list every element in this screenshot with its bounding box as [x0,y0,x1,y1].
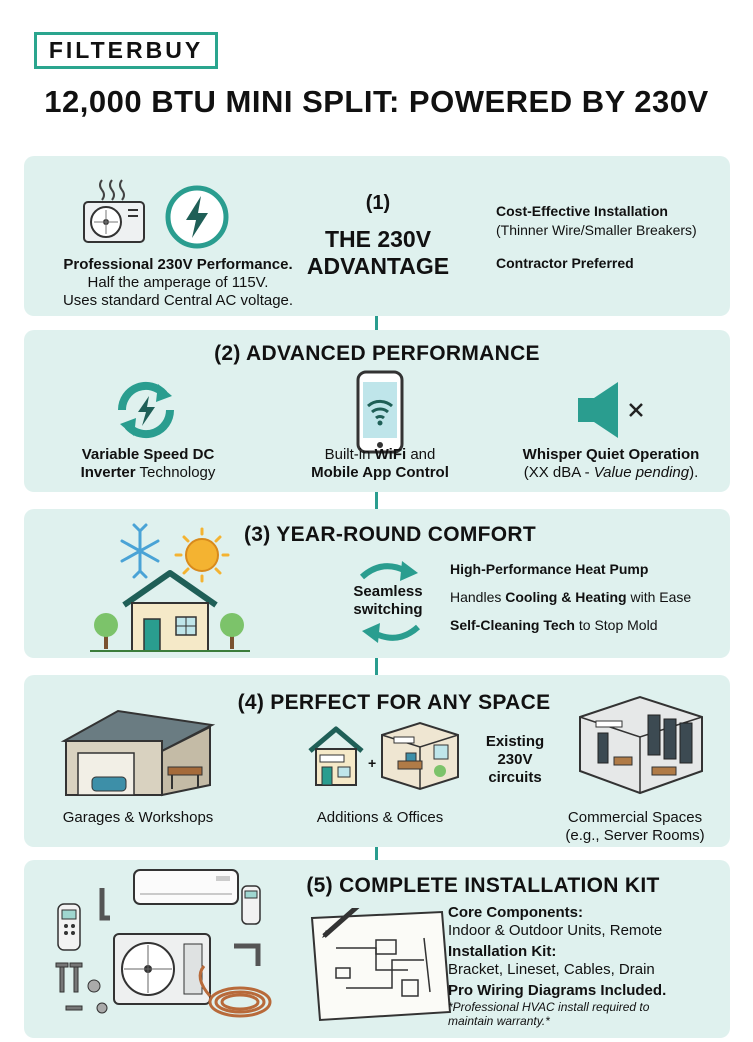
note-line: *Professional HVAC install required to [448,1000,650,1014]
feature-line: Variable Speed DC [81,446,215,463]
section-title: (4) PERFECT FOR ANY SPACE [237,691,551,714]
feature-line: Whisper Quiet Operation [522,446,700,463]
section-advanced-performance [24,330,730,492]
section-installation-kit [24,860,730,1038]
existing-circuits-label [472,733,558,787]
plus-sign: + [368,755,377,771]
kit-list [448,904,730,1028]
feature-rest: Technology [135,464,216,481]
feature-wifi [280,446,480,482]
garages-label: Garages & Workshops [62,809,214,826]
house-weather-icon [80,521,256,655]
feature-line [48,464,248,482]
commercial-sub: (e.g., Server Rooms) [565,827,705,844]
self-cleaning-line [450,617,730,634]
cost-sub: (Thinner Wire/Smaller Breakers) [496,222,697,238]
page-title: 12,000 BTU MINI SPLIT: POWERED BY 230V [44,84,709,119]
amperage-text: Half the amperage of 115V. [87,274,269,291]
voltage-text: Uses standard Central AC voltage. [62,292,294,309]
wiring-diagram-icon [306,908,456,1024]
section-year-round-comfort [24,509,730,658]
feature-rest: and [406,446,436,463]
circuits-line: 230V [497,751,533,768]
indoor-unit-icon [134,870,238,904]
section-title [280,226,476,280]
line-bold: Self-Cleaning Tech [450,617,575,633]
line-bold: Cooling & Heating [505,589,627,605]
feature-plain: Built-in [324,446,375,463]
outdoor-unit-icon [78,176,150,248]
section-title: (2) ADVANCED PERFORMANCE [214,342,540,365]
screws-icon [56,963,107,1013]
line-plain: Handles [450,589,506,605]
section-title: (5) COMPLETE INSTALLATION KIT [306,874,660,897]
smartphone-wifi-icon [354,370,406,454]
switching-label [324,583,452,619]
section-any-space [24,675,730,847]
feature-line [280,446,480,464]
garage-icon [58,705,218,797]
circuits-line: circuits [488,769,542,786]
section-number: (1) [365,192,391,214]
warranty-note [448,1000,730,1028]
feature-inverter [48,446,248,482]
circuits-line: Existing [485,733,545,750]
addition-office-icon [378,721,460,791]
commercial-title: Commercial Spaces [567,809,703,826]
note-line: maintain warranty.* [448,1014,550,1028]
feature-bold: WiFi [374,446,407,463]
feature-line: Mobile App Control [311,464,449,481]
install-kit-illustration [44,866,284,1034]
feature-plain: (XX dBA - [523,464,594,481]
feature-quiet [496,446,726,482]
commercial-label [540,809,730,845]
switch-line: switching [353,601,423,618]
sun-icon [176,529,228,581]
section-title: (3) YEAR-ROUND COMFORT [243,523,537,546]
title-line: ADVANTAGE [306,253,450,279]
feature-line [496,464,726,482]
filterbuy-logo: FILTERBUY [34,32,218,69]
heat-pump-line: High-Performance Heat Pump [450,561,649,577]
snowflake-icon [122,525,158,577]
section-230v-advantage [24,156,730,316]
wiring-heading: Pro Wiring Diagrams Included. [448,982,667,999]
kit-heading: Installation Kit: [448,943,557,960]
additions-label: Additions & Offices [316,809,444,826]
house-addition-icon [306,725,366,787]
performance-heading: Professional 230V Performance. [63,256,293,273]
cost-heading: Cost-Effective Installation [496,203,668,219]
line-plain: with Ease [626,589,692,605]
contractor-heading: Contractor Preferred [496,255,634,271]
kit-items: Bracket, Lineset, Cables, Drain [448,961,655,978]
feature-rest: ). [689,464,699,481]
core-items: Indoor & Outdoor Units, Remote [448,922,663,939]
core-heading: Core Components: [448,904,583,921]
outdoor-unit-icon [114,934,210,1004]
comfort-list [450,561,730,634]
title-line: THE 230V [324,226,432,252]
inverter-cycle-icon [110,374,182,446]
house-icon [124,573,216,651]
lightning-bolt-icon [164,184,230,250]
right-text [496,203,726,272]
switch-line: Seamless [353,583,423,600]
speaker-mute-icon [576,380,652,440]
cooling-heating-line [450,589,730,606]
feature-bold: Inverter [80,464,136,481]
server-room-icon [574,693,708,795]
line-plain: to Stop Mold [574,617,658,633]
feature-italic: Value pending [593,464,690,481]
